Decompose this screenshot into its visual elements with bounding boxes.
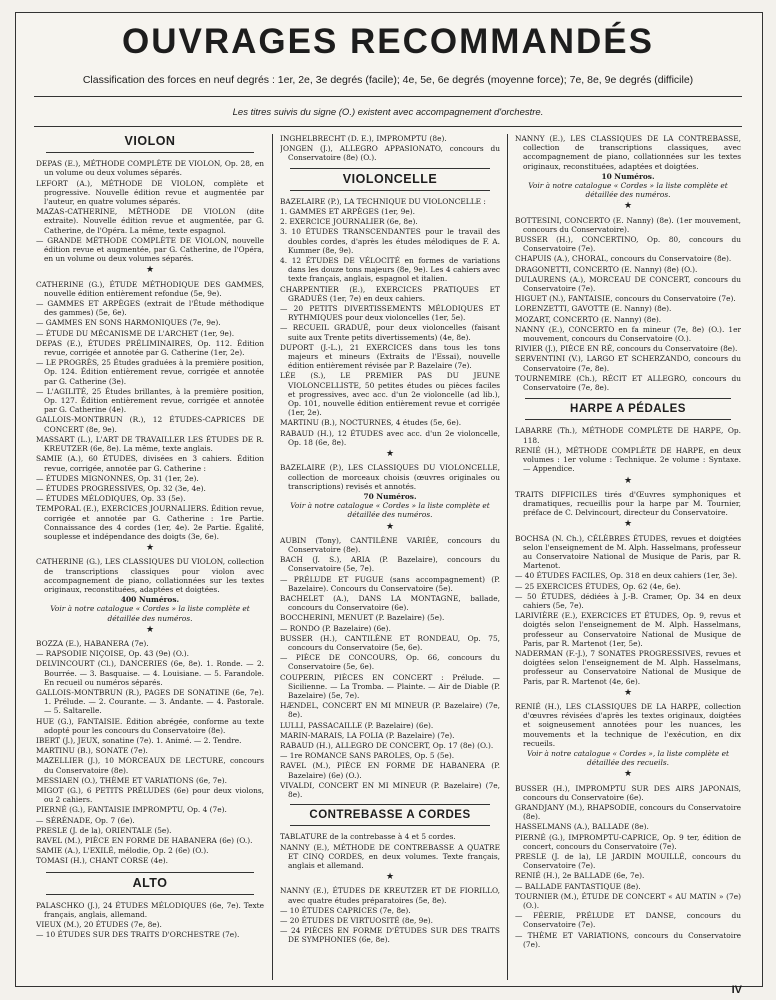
catalogue-entry: LARIVIÈRE (E.), EXERCICES ET ÉTUDES, Op. 9, revus et doigtés selon l'enseignement de M. Alph. Hasselmans, professeur au Conservatoire National de Musique de Paris, par R. Martenot (1er, 5e). xyxy=(515,611,741,648)
numeros-count: 10 Numéros. xyxy=(601,171,655,181)
catalogue-entry: BACHELET (A.), DANS LA MONTAGNE, ballade, concours du Conservatoire (6e). xyxy=(280,593,500,613)
catalogue-entry: GALLOIS-MONTBRUN (R.), 12 ÉTUDES-CAPRICES DE CONCERT (8e, 9e). xyxy=(36,415,264,434)
section-title-alto: ALTO xyxy=(132,875,168,890)
catalogue-entry: MARTINU (B.), NOCTURNES, 4 études (5e, 6e). xyxy=(280,418,462,428)
catalogue-entry: HIGUET (N.), FANTAISIE, concours du Conservatoire (7e). xyxy=(515,294,736,304)
catalogue-entry: BOTTESINI, CONCERTO (E. Nanny) (8e). (1er mouvement, concours du Conservatoire). xyxy=(515,215,741,234)
header-rule-bottom xyxy=(34,126,742,127)
catalogue-entry: IBERT (J.), JEUX, sonatine (7e). 1. Animé. — 2. Tendre. xyxy=(36,735,242,745)
catalogue-entry: NANNY (E.), ÉTUDES DE KREUTZER ET DE FIORILLO, avec quatre études préparatoires (5e, 8e). xyxy=(280,886,500,905)
list-harpe-traits xyxy=(515,490,741,518)
column-violon xyxy=(36,134,264,980)
catalogue-entry: DEPAS (E.), ÉTUDES PRÉLIMINAIRES, Op. 112. Édition revue, corrigée et annotée par G. Catherine (1er, 2e). xyxy=(36,338,264,358)
catalogue-entry: BACH (J. S.), ARIA (P. Bazelaire), concours du Conservatoire (5e, 7e). xyxy=(280,555,500,574)
catalogue-entry: AUBIN (Tony), CANTILÈNE VARIÉE, concours du Conservatoire (8e). xyxy=(280,535,500,554)
catalogue-entry: — 10 ÉTUDES CAPRICES (7e, 8e). xyxy=(280,905,411,915)
catalogue-entry: RENIÉ (H.), 2e BALLADE (6e, 7e). xyxy=(515,871,645,881)
catalogue-entry: BUSSER (H.), CANTILÈNE ET RONDEAU, Op. 75, concours du Conservatoire (5e, 6e). xyxy=(280,633,500,652)
catalogue-entry: LULLI, PASSACAILLE (P. Bazelaire) (6e). xyxy=(280,720,434,730)
section-rule xyxy=(290,825,490,826)
catalogue-entry: RENIÉ (H.), MÉTHODE COMPLÈTE DE HARPE, en deux volumes : 1er volume : Technique. 2e volume : Syntaxe. — Appendice. xyxy=(515,445,741,474)
catalogue-entry: BAZELAIRE (P.), LES CLASSIQUES DU VIOLONCELLE, collection de morceaux choisis (œuvres originales ou transcriptions) revisés et annotés. xyxy=(280,463,500,491)
catalogue-entry: 1. GAMMES ET ARPÈGES (1er, 9e). xyxy=(280,207,415,217)
catalogue-entry: — 20 PETITS DIVERTISSEMENTS MÉLODIQUES ET RYTHMIQUES pour deux violoncelles (1er, 5e). xyxy=(280,304,500,323)
section-rule xyxy=(290,190,490,191)
catalogue-entry: RIVIER (J.), PIÈCE EN RÉ, concours du Conservatoire (8e). xyxy=(515,344,738,354)
catalogue-entry: — GAMMES EN SONS HARMONIQUES (7e, 9e). xyxy=(36,318,221,328)
list-harpe-pieces xyxy=(515,784,741,949)
list-violoncelle-classiques xyxy=(280,463,500,491)
catalogue-entry: GALLOIS-MONTBRUN (R.), PAGES DE SONATINE (6e, 7e). 1. Prélude. — 2. Courante. — 3. Andante. — 4. Pastorale. — 5. Saltarelle. xyxy=(36,687,264,716)
numeros-count: 400 Numéros. xyxy=(120,595,180,605)
catalogue-entry: — ÉTUDE DU MÉCANISME DE L'ARCHET (1er, 9e). xyxy=(36,328,235,338)
page-number: IV xyxy=(731,984,742,996)
list-violoncelle-pieces xyxy=(280,536,500,799)
catalogue-entry: — GRANDE MÉTHODE COMPLÈTE DE VIOLON, nouvelle édition revue et augmentée, par G. Catherine, de l'Opéra, en un volume ou deux volumes séparés. xyxy=(36,235,264,264)
catalogue-entry: NANNY (E.), MÉTHODE DE CONTREBASSE A QUATRE ET CINQ CORDES, en deux volumes. Texte français, anglais et allemand. xyxy=(280,842,500,871)
star-divider: ★ xyxy=(385,449,395,460)
catalogue-entry: DRAGONETTI, CONCERTO (E. Nanny) (8e) (O.). xyxy=(515,264,698,274)
catalogue-entry: — 24 PIÈCES EN FORME D'ÉTUDES SUR DES TRAITS DE SYMPHONIES (6e, 8e). xyxy=(280,926,500,945)
catalogue-entry: DEPAS (E.), MÉTHODE COMPLÈTE DE VIOLON, Op. 28, en un volume ou deux volumes séparés. xyxy=(36,159,264,178)
catalogue-entry: BAZELAIRE (P.), LA TECHNIQUE DU VIOLONCELLE : xyxy=(280,196,486,206)
catalogue-entry: RABAUD (H.), 12 ÉTUDES avec acc. d'un 2e violoncelle, Op. 18 (6e, 8e). xyxy=(280,428,500,447)
catalogue-entry: TOMASI (H.), CHANT CORSE (4e). xyxy=(36,856,168,866)
catalogue-entry: HASSELMANS (A.), BALLADE (8e). xyxy=(515,822,649,832)
catalogue-entry: PRESLE (J. de la), ORIENTALE (5e). xyxy=(36,825,172,835)
catalogue-entry: BOCHSA (N. Ch.), CÉLÈBRES ÉTUDES, revues et doigtées selon l'enseignement de M. Alph. Hasselmans, professeur au Conservatoire National de Musique de Paris, par R. Martenot. xyxy=(515,533,741,571)
catalogue-entry: — RONDO (P. Bazelaire) (6e). xyxy=(280,623,391,633)
star-divider: ★ xyxy=(623,201,633,212)
catalogue-entry: TOURNEMIRE (Ch.), RÉCIT ET ALLEGRO, concours du Conservatoire (7e, 8e). xyxy=(515,373,741,393)
catalogue-entry: — ÉTUDES PROGRESSIVES, Op. 32 (3e, 4e). xyxy=(36,483,206,493)
catalogue-entry: RAVEL (M.), PIÈCE EN FORME DE HABANERA (6e) (O.). xyxy=(36,836,253,846)
star-divider: ★ xyxy=(145,624,155,635)
catalogue-entry: BUSSER (H.), CONCERTINO, Op. 80, concours du Conservatoire (7e). xyxy=(515,235,741,254)
catalogue-entry: LÉE (S.), LE PREMIER PAS DU JEUNE VIOLONCELLISTE, 50 petites études ou pièces faciles et progressives, avec acc. d'un 2e violoncelle (ad lib.), Op. 101, nouvelle édition entièrement revue et corrigée (1er, 2e). xyxy=(280,371,500,418)
catalogue-entry: — 25 EXERCICES ÉTUDES, Op. 62 (4e, 6e). xyxy=(515,581,681,591)
catalogue-entry: DULAURENS (A.), MORCEAU DE CONCERT, concours du Conservatoire (7e). xyxy=(515,274,741,294)
catalogue-entry: MARIN-MARAIS, LA FOLIA (P. Bazelaire) (7e). xyxy=(280,730,455,740)
orchestra-note: Les titres suivis du signe (O.) existent avec accompagnement d'orchestre. xyxy=(232,107,544,118)
star-divider: ★ xyxy=(623,475,633,486)
star-divider: ★ xyxy=(145,265,155,276)
star-divider: ★ xyxy=(623,769,633,780)
column-violoncelle xyxy=(280,134,500,980)
catalogue-entry: MIGOT (G.), 6 PETITS PRÉLUDES (6e) pour deux violons, ou 2 cahiers. xyxy=(36,786,264,805)
catalogue-entry: INGHELBRECHT (D. E.), IMPROMPTU (8e). xyxy=(280,134,447,143)
catalogue-entry: CATHERINE (G.), ÉTUDE MÉTHODIQUE DES GAMMES, nouvelle édition entièrement refondue (5e, 9e). xyxy=(36,279,264,298)
catalogue-entry: RAVEL (M.), PIÈCE EN FORME DE HABANERA (P. Bazelaire) (6e) (O.). xyxy=(280,761,500,780)
catalogue-entry: NANNY (E.), CONCERTO en fa mineur (7e, 8e) (O.). 1er mouvement, concours du Conservatoire (O.). xyxy=(515,324,741,344)
header-rule xyxy=(34,96,742,97)
catalogue-entry: — ÉTUDES MÉLODIQUES, Op. 33 (5e). xyxy=(36,494,186,504)
catalogue-entry: SAMIE (A.), L'EXILÉ, mélodie, Op. 2 (6e) (O.). xyxy=(36,846,209,856)
catalogue-entry: MASSART (L.), L'ART DE TRAVAILLER LES ÉTUDES DE R. KREUTZER (6e, 8e). La même, texte anglais. xyxy=(36,434,264,454)
catalogue-entry: CHARPENTIER (E.), EXERCICES PRATIQUES ET GRADUÉS (1er, 7e) en deux cahiers. xyxy=(280,284,500,303)
catalogue-entry: BUSSER (H.), IMPROMPTU SUR DES AIRS JAPONAIS, concours du Conservatoire (6e). xyxy=(515,783,741,802)
list-violon-pieces xyxy=(36,639,264,866)
catalogue-entry: — SÉRÉNADE, Op. 7 (6e). xyxy=(36,815,135,825)
column-separator-2 xyxy=(507,134,508,980)
catalogue-entry: — THÈME ET VARIATIONS, concours du Conservatoire (7e). xyxy=(515,930,741,949)
section-title-contrebasse: CONTREBASSE A CORDES xyxy=(309,809,471,822)
catalogue-entry: DELVINCOURT (Cl.), DANCERIES (6e, 8e). 1. Ronde. — 2. Bourrée. — 3. Basquaise. — 4. Louisiane. — 5. Farandole. En recueil ou numéros séparés. xyxy=(36,659,264,687)
section-rule xyxy=(46,894,254,895)
catalogue-entry: MAZELLIER (J.), 10 MORCEAUX DE LECTURE, concours du Conservatoire (8e). xyxy=(36,756,264,775)
catalogue-entry: HUE (G.), FANTAISIE. Édition abrégée, conforme au texte adopté pour les concours du Conservatoire (8e). xyxy=(36,716,264,735)
catalogue-entry: — L'AGILITÉ, 25 Études brillantes, à la première position, Op. 127. Édition entièrement revue, corrigée et annotée par G. Catherine (4e). xyxy=(36,386,264,415)
list-contrebasse-classiques xyxy=(515,134,741,171)
catalogue-entry: — PRÉLUDE ET FUGUE (sans accompagnement) (P. Bazelaire). Concours du Conservatoire (5e). xyxy=(280,574,500,593)
section-rule xyxy=(46,872,254,873)
section-title-violon: VIOLON xyxy=(124,134,176,148)
catalogue-entry: VIVALDI, CONCERT EN MI MINEUR (P. Bazelaire) (7e, 8e). xyxy=(280,780,500,799)
column-harpe xyxy=(515,134,741,980)
catalogue-entry: PALASCHKO (J.), 24 ÉTUDES MÉLODIQUES (6e, 7e). Texte français, anglais, allemand. xyxy=(36,900,264,920)
catalogue-entry: LABARRE (Th.), MÉTHODE COMPLÈTE DE HARPE, Op. 118. xyxy=(515,426,741,445)
numeros-count: 70 Numéros. xyxy=(363,491,417,501)
section-rule xyxy=(290,168,490,169)
catalogue-entry: HÆNDEL, CONCERT EN MI MINEUR (P. Bazelaire) (7e, 8e). xyxy=(280,701,500,720)
list-violoncelle-methods xyxy=(280,197,500,447)
section-rule xyxy=(525,398,731,399)
catalogue-entry: LORENZETTI, GAVOTTE (E. Nanny) (8e). xyxy=(515,304,672,314)
catalogue-entry: COUPERIN, PIÈCES EN CONCERT : Prélude. — Sicilienne. — La Tromba. — Plainte. — Air de Diable (P. Bazelaire) (5e, 7e). xyxy=(280,672,500,700)
catalogue-note: Voir à notre catalogue « Cordes », la liste complète et détaillée des recueils. xyxy=(527,748,729,768)
catalogue-entry: GRANDJANY (M.), RHAPSODIE, concours du Conservatoire (8e). xyxy=(515,803,741,822)
catalogue-entry: MESSIAEN (O.), THÈME ET VARIATIONS (6e, 7e). xyxy=(36,775,227,785)
catalogue-entry: SERVENTINI (V.), LARGO ET SCHERZANDO, concours du Conservatoire (7e, 8e). xyxy=(515,354,741,373)
list-alto xyxy=(36,901,264,940)
catalogue-entry: PIERNÉ (G.), IMPROMPTU-CAPRICE, Op. 9 ter, édition de concert, concours du Conservatoire (7e). xyxy=(515,832,741,851)
catalogue-note: Voir à notre catalogue « Cordes » la liste complète et détaillée des numéros. xyxy=(50,604,250,623)
list-harpe-etudes xyxy=(515,534,741,686)
star-divider: ★ xyxy=(385,872,395,883)
star-divider: ★ xyxy=(145,543,155,554)
column-separator-1 xyxy=(272,134,273,980)
catalogue-entry: — 50 ÉTUDES, dédiées à J.-B. Cramer, Op. 34 en deux cahiers (5e, 7e). xyxy=(515,591,741,610)
catalogue-entry: SAMIE (A.), 60 ÉTUDES, divisées en 3 cahiers. Édition revue, corrigée, annotée par G. Catherine : xyxy=(36,454,264,473)
catalogue-entry: — GAMMES ET ARPÈGES (extrait de l'Étude méthodique des gammes) (5e, 6e). xyxy=(36,299,264,318)
catalogue-entry: 3. 10 ÉTUDES TRANSCENDANTES pour le travail des doubles cordes, d'après les études mélodiques de F. A. Kummer (8e, 9e). xyxy=(280,227,500,255)
list-harpe-classiques xyxy=(515,702,741,748)
section-rule xyxy=(46,152,254,153)
catalogue-entry: 2. EXERCICE JOURNALIER (6e, 8e). xyxy=(280,217,418,227)
catalogue-entry: PIERNÉ (G.), FANTAISIE IMPROMPTU, Op. 4 (7e). xyxy=(36,805,227,815)
catalogue-entry: — RAPSODIE NIÇOISE, Op. 43 (9e) (O.). xyxy=(36,649,190,659)
star-divider: ★ xyxy=(623,687,633,698)
catalogue-entry: TRAITS DIFFICILES tirés d'Œuvres symphoniques et dramatiques, recueillis pour la harpe par M. Tournier, préface de C. Delvincourt, directeur du Conservatoire. xyxy=(515,489,741,518)
page-title: OUVRAGES RECOMMANDÉS xyxy=(122,22,654,61)
catalogue-entry: — LE PROGRÈS, 25 Études graduées à la première position, Op. 124. Édition entièrement revue, corrigée et annotée par G. Catherine (3e). xyxy=(36,358,264,386)
catalogue-entry: TEMPORAL (E.), EXERCICES JOURNALIERS. Édition revue, corrigée et annotée par G. Catherine : 1re Partie. Connaissance des 4 cordes (1er, 4e). 2e Partie. Égalité, souplesse et indépendance des doigts (3e, 6e). xyxy=(36,504,264,541)
catalogue-entry: — FÉERIE, PRÉLUDE ET DANSE, concours du Conservatoire (7e). xyxy=(515,911,741,930)
catalogue-entry: NADERMAN (F.-J.), 7 SONATES PROGRESSIVES, revues et doigtées selon l'enseignement de M. Alph. Hasselmans, professeur au Conservatoire National de Musique de Paris, par R. Martenot (4e, 6e). xyxy=(515,648,741,686)
catalogue-entry: BOZZA (E.), HABANERA (7e). xyxy=(36,638,149,648)
catalogue-entry: PRESLE (J. de la), LE JARDIN MOUILLÉ, concours du Conservatoire (7e). xyxy=(515,852,741,871)
catalogue-entry: — 10 ÉTUDES SUR DES TRAITS D'ORCHESTRE (7e). xyxy=(36,930,240,940)
catalogue-entry: TABLATURE de la contrebasse à 4 et 5 cordes. xyxy=(280,832,456,842)
catalogue-entry: CHAPUIS (A.), CHORAL, concours du Conservatoire (8e). xyxy=(515,254,732,264)
catalogue-entry: DUPORT (J.-L.), 21 EXERCICES dans tous les tons majeurs et mineurs (Extraits de l'Essai), nouvelle édition entièrement révisée par P. Bazelaire (7e). xyxy=(280,342,500,371)
section-rule xyxy=(525,419,731,420)
catalogue-entry: 4. 12 ÉTUDES DE VÉLOCITÉ en formes de variations dans les douze tons majeurs (8e, 9e). Les 4 cahiers avec texte français, anglais, espagnol et italien. xyxy=(280,256,500,284)
section-title-harpe: HARPE A PÉDALES xyxy=(570,403,686,416)
list-violon-methods xyxy=(36,159,264,263)
list-contrebasse-methods xyxy=(280,832,500,870)
catalogue-entry: RENIÉ (H.), LES CLASSIQUES DE LA HARPE, collection d'œuvres révisées d'après les textes originaux, doigtées et soigneusement annotées pour les nuances, les mouvements et la technique de l'exécution, en dix recueils. xyxy=(515,701,741,748)
list-violon-classiques xyxy=(36,557,264,594)
list-harpe-methods xyxy=(515,426,741,473)
section-rule xyxy=(290,804,490,805)
list-contrebasse-pieces xyxy=(515,216,741,393)
list-violon-suite xyxy=(280,134,500,163)
classification-line: Classification des forces en neuf degrés : 1er, 2e, 3e degrés (facile); 4e, 5e, 6e degrés (moyenne force); 7e, 8e, 9e degrés (difficile) xyxy=(82,74,694,86)
catalogue-entry: — ÉTUDES MIGNONNES, Op. 31 (1er, 2e). xyxy=(36,473,199,483)
catalogue-entry: — 1re ROMANCE SANS PAROLES, Op. 5 (5e). xyxy=(280,751,455,761)
catalogue-entry: CATHERINE (G.), LES CLASSIQUES DU VIOLON, collection de transcriptions classiques pour violon avec accompagnement de piano, collationnées sur les textes originaux, reconstituées, adaptées et doigtées. xyxy=(36,557,264,594)
catalogue-entry: — BALLADE FANTASTIQUE (8e). xyxy=(515,881,641,891)
catalogue-entry: — RECUEIL GRADUÉ, pour deux violoncelles (faisant suite aux Trente petits divertissements) (4e, 8e). xyxy=(280,323,500,342)
star-divider: ★ xyxy=(623,519,633,530)
section-title-violoncelle: VIOLONCELLE xyxy=(342,171,438,186)
catalogue-entry: LEFORT (A.), MÉTHODE DE VIOLON, complète et progressive. Nouvelle édition revue et augmentée par l'auteur, en quatre volumes séparés. xyxy=(36,178,264,207)
catalogue-entry: TOURNIER (M.), ÉTUDE DE CONCERT « AU MATIN » (7e) (O.). xyxy=(515,891,741,911)
catalogue-note: Voir à notre catalogue « Cordes » la liste complète et détaillée des numéros. xyxy=(528,181,728,200)
catalogue-entry: MAZAS-CATHERINE, MÉTHODE DE VIOLON (dite extraite). Nouvelle édition revue et augmentée, par G. Catherine, de l'Opéra. La même, texte espagnol. xyxy=(36,207,264,235)
catalogue-entry: — 40 ÉTUDES FACILES, Op. 318 en deux cahiers (1er, 3e). xyxy=(515,571,738,581)
catalogue-entry: RABAUD (H.), ALLEGRO DE CONCERT, Op. 17 (8e) (O.). xyxy=(280,740,494,750)
catalogue-entry: MOZART, CONCERTO (E. Nanny) (8e). xyxy=(515,314,662,324)
catalogue-note: Voir à notre catalogue « Cordes » la liste complète et détaillée des numéros. xyxy=(290,501,490,520)
catalogue-entry: VIEUX (M.), 20 ÉTUDES (7e, 8e). xyxy=(36,920,162,930)
catalogue-entry: — PIÈCE DE CONCOURS, Op. 66, concours du Conservatoire (5e, 6e). xyxy=(280,653,500,672)
catalogue-entry: MARTINU (B.), SONATE (7e). xyxy=(36,746,148,756)
catalogue-entry: — 20 ÉTUDES DE VIRTUOSITÉ (8e, 9e). xyxy=(280,916,433,926)
catalogue-entry: JONGEN (J.), ALLEGRO APPASIONATO, concours du Conservatoire (8e) (O.). xyxy=(280,144,500,163)
list-violon-etudes xyxy=(36,280,264,541)
catalogue-entry: NANNY (E.), LES CLASSIQUES DE LA CONTREBASSE, collection de transcriptions classiques, avec accompagnement de piano, collationnées sur les textes originaux, reconstituées, adaptées et doigtées. xyxy=(515,134,741,171)
star-divider: ★ xyxy=(385,521,395,532)
list-contrebasse-etudes xyxy=(280,886,500,944)
catalogue-entry: BOCCHERINI, MENUET (P. Bazelaire) (5e). xyxy=(280,613,445,623)
